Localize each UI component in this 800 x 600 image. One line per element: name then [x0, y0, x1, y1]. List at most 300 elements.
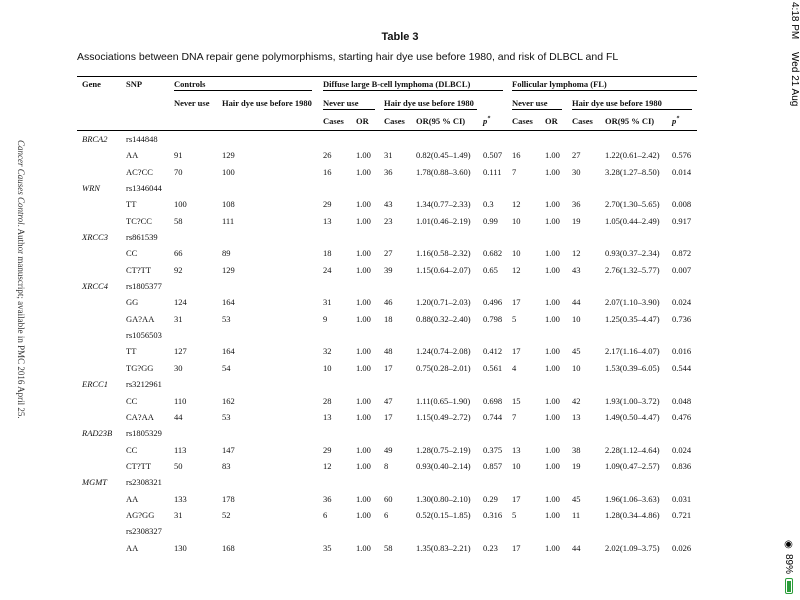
snp-cell: TG?GG	[126, 362, 154, 373]
dlbcl-p-cell: 0.23	[483, 542, 498, 553]
dlbcl-p-cell: 0.798	[483, 313, 503, 324]
dlbcl-or-ci-cell: 1.34(0.77–2.33)	[416, 199, 471, 210]
table-row	[77, 229, 697, 245]
fl-cases-dye-cell: 10	[572, 362, 581, 373]
dlbcl-cases-never-cell: 36	[323, 493, 332, 504]
fl-cases-never-cell: 7	[512, 166, 517, 177]
fl-p-cell: 0.008	[672, 199, 692, 210]
table-row	[77, 294, 697, 310]
controls-never-cell: 31	[174, 509, 183, 520]
dlbcl-cases-never-cell: 12	[323, 460, 332, 471]
fl-cases-never-cell: 10	[512, 248, 521, 259]
fl-cases-never-cell: 4	[512, 362, 517, 373]
snp-cell: TT	[126, 199, 137, 210]
fl-or-ci-cell: 1.49(0.50–4.47)	[605, 411, 660, 422]
controls-never-cell: 110	[174, 395, 187, 406]
p-footnote-mark: *	[676, 116, 680, 123]
fl-or-never-cell: 1.00	[545, 362, 560, 373]
snp-cell: rs3212961	[126, 379, 162, 390]
fl-cases-dye-cell: 13	[572, 411, 581, 422]
dlbcl-cases-never-cell: 6	[323, 509, 328, 520]
dlbcl-or-ci-cell: 1.11(0.65–1.90)	[416, 395, 471, 406]
dlbcl-cases-dye-cell: 23	[384, 215, 393, 226]
table-row	[77, 491, 697, 507]
controls-never-cell: 31	[174, 313, 183, 324]
battery-percent: 89%	[783, 553, 794, 574]
fl-cases-never-cell: 12	[512, 199, 521, 210]
controls-never-cell: 100	[174, 199, 187, 210]
fl-hair-dye-underline	[572, 109, 692, 110]
dlbcl-hair-dye-underline	[384, 109, 477, 110]
dlbcl-or-ci-cell: 0.75(0.28–2.01)	[416, 362, 471, 373]
header-controls-hair-dye: Hair dye use before 1980	[222, 98, 312, 108]
table-row	[77, 327, 697, 343]
fl-or-ci-cell: 2.02(1.09–3.75)	[605, 542, 660, 553]
fl-or-ci-cell: 1.28(0.34–4.86)	[605, 509, 660, 520]
dlbcl-or-never-cell: 1.00	[356, 444, 371, 455]
header-dlbcl: Diffuse large B-cell lymphoma (DLBCL)	[323, 79, 471, 89]
dlbcl-cases-never-cell: 35	[323, 542, 332, 553]
dlbcl-cases-dye-cell: 60	[384, 493, 393, 504]
table-top-rule	[77, 76, 697, 77]
snp-cell: rs1056503	[126, 330, 162, 341]
snp-cell: rs1805377	[126, 281, 162, 292]
fl-cases-never-cell: 12	[512, 264, 521, 275]
controls-dye-cell: 164	[222, 346, 235, 357]
header-dlbcl-or-ci: OR(95 % CI)	[416, 116, 466, 126]
dlbcl-or-ci-cell: 0.93(0.40–2.14)	[416, 460, 471, 471]
fl-or-never-cell: 1.00	[545, 542, 560, 553]
fl-cases-never-cell: 10	[512, 215, 521, 226]
fl-cases-never-cell: 17	[512, 297, 521, 308]
table-row	[77, 442, 697, 458]
controls-never-cell: 44	[174, 411, 183, 422]
fl-cases-never-cell: 5	[512, 509, 517, 520]
dlbcl-cases-dye-cell: 36	[384, 166, 393, 177]
pmc-side-note	[2, 140, 26, 440]
header-fl-p	[672, 116, 679, 126]
fl-p-cell: 0.024	[672, 297, 692, 308]
dlbcl-or-ci-cell: 1.35(0.83–2.21)	[416, 542, 471, 553]
fl-cases-dye-cell: 36	[572, 199, 581, 210]
fl-p-cell: 0.917	[672, 215, 692, 226]
fl-underline	[512, 90, 697, 91]
fl-or-never-cell: 1.00	[545, 509, 560, 520]
header-fl-or-never: OR	[545, 116, 558, 126]
journal-name: Cancer Causes Control	[16, 140, 26, 225]
p-label: p	[483, 116, 488, 126]
fl-cases-dye-cell: 43	[572, 264, 581, 275]
table-row	[77, 131, 697, 147]
status-indicators	[783, 539, 794, 594]
header-dlbcl-p	[483, 116, 490, 126]
table-row	[77, 523, 697, 539]
controls-never-cell: 50	[174, 460, 183, 471]
dlbcl-or-never-cell: 1.00	[356, 493, 371, 504]
gene-cell: MGMT	[82, 477, 108, 488]
table-row	[77, 425, 697, 441]
snp-cell: CC	[126, 248, 138, 259]
header-fl-never-use: Never use	[512, 98, 548, 108]
header-snp: SNP	[126, 79, 143, 89]
dlbcl-cases-never-cell: 24	[323, 264, 332, 275]
dlbcl-p-cell: 0.744	[483, 411, 503, 422]
header-dlbcl-hair-dye: Hair dye use before 1980	[384, 98, 474, 108]
snp-cell: rs1346044	[126, 183, 162, 194]
dlbcl-or-ci-cell: 0.52(0.15–1.85)	[416, 509, 471, 520]
dlbcl-p-cell: 0.29	[483, 493, 498, 504]
dlbcl-cases-dye-cell: 48	[384, 346, 393, 357]
snp-cell: CA?AA	[126, 411, 154, 422]
controls-never-cell: 70	[174, 166, 183, 177]
dlbcl-or-ci-cell: 1.16(0.58–2.32)	[416, 248, 471, 259]
fl-cases-never-cell: 5	[512, 313, 517, 324]
controls-dye-cell: 111	[222, 215, 235, 226]
snp-cell: CT?TT	[126, 460, 152, 471]
fl-cases-never-cell: 15	[512, 395, 521, 406]
dlbcl-cases-never-cell: 13	[323, 215, 332, 226]
snp-cell: TC?CC	[126, 215, 152, 226]
snp-cell: AC?CC	[126, 166, 153, 177]
table-row	[77, 393, 697, 409]
dlbcl-cases-never-cell: 28	[323, 395, 332, 406]
table-row	[77, 409, 697, 425]
dlbcl-cases-dye-cell: 49	[384, 444, 393, 455]
controls-never-cell: 113	[174, 444, 187, 455]
table-row	[77, 278, 697, 294]
fl-cases-never-cell: 17	[512, 542, 521, 553]
dlbcl-or-never-cell: 1.00	[356, 248, 371, 259]
dlbcl-or-ci-cell: 1.30(0.80–2.10)	[416, 493, 471, 504]
table-row	[77, 213, 697, 229]
fl-or-never-cell: 1.00	[545, 166, 560, 177]
fl-cases-dye-cell: 12	[572, 248, 581, 259]
snp-cell: rs1805329	[126, 428, 162, 439]
controls-never-cell: 133	[174, 493, 187, 504]
dlbcl-or-ci-cell: 1.24(0.74–2.08)	[416, 346, 471, 357]
fl-or-ci-cell: 1.09(0.47–2.57)	[605, 460, 660, 471]
dlbcl-p-cell: 0.412	[483, 346, 503, 357]
dlbcl-or-never-cell: 1.00	[356, 297, 371, 308]
controls-dye-cell: 147	[222, 444, 235, 455]
snp-cell: AG?GG	[126, 509, 155, 520]
dlbcl-cases-dye-cell: 46	[384, 297, 393, 308]
controls-never-cell: 127	[174, 346, 187, 357]
table-row	[77, 147, 697, 163]
dlbcl-p-cell: 0.99	[483, 215, 498, 226]
controls-never-cell: 58	[174, 215, 183, 226]
table-row	[77, 507, 697, 523]
dlbcl-or-never-cell: 1.00	[356, 215, 371, 226]
dlbcl-cases-never-cell: 9	[323, 313, 328, 324]
header-fl: Follicular lymphoma (FL)	[512, 79, 607, 89]
fl-or-never-cell: 1.00	[545, 313, 560, 324]
fl-or-ci-cell: 1.25(0.35–4.47)	[605, 313, 660, 324]
fl-or-ci-cell: 1.96(1.06–3.63)	[605, 493, 660, 504]
dlbcl-or-ci-cell: 1.20(0.71–2.03)	[416, 297, 471, 308]
table-title: Table 3	[381, 31, 419, 43]
wifi-icon: ◉	[783, 538, 794, 550]
table-caption: Associations between DNA repair gene polymorphisms, starting hair dye use before 1980, and risk of DLBCL and FL	[77, 51, 619, 63]
fl-cases-never-cell: 17	[512, 346, 521, 357]
fl-cases-never-cell: 13	[512, 444, 521, 455]
fl-p-cell: 0.476	[672, 411, 692, 422]
dlbcl-cases-dye-cell: 47	[384, 395, 393, 406]
header-fl-cases-dye: Cases	[572, 116, 593, 126]
dlbcl-cases-dye-cell: 17	[384, 362, 393, 373]
table-row	[77, 474, 697, 490]
table-row	[77, 164, 697, 180]
fl-p-cell: 0.014	[672, 166, 692, 177]
dlbcl-or-never-cell: 1.00	[356, 509, 371, 520]
gene-cell: XRCC3	[82, 232, 108, 243]
dlbcl-cases-never-cell: 18	[323, 248, 332, 259]
dlbcl-or-never-cell: 1.00	[356, 395, 371, 406]
fl-p-cell: 0.736	[672, 313, 692, 324]
dlbcl-or-ci-cell: 1.01(0.46–2.19)	[416, 215, 471, 226]
gene-cell: WRN	[82, 183, 100, 194]
fl-cases-dye-cell: 10	[572, 313, 581, 324]
manuscript-note: . Author manuscript; available in PMC 2016 April 25.	[16, 224, 26, 419]
snp-cell: rs2308321	[126, 477, 162, 488]
dlbcl-or-ci-cell: 0.88(0.32–2.40)	[416, 313, 471, 324]
snp-cell: AA	[126, 493, 139, 504]
fl-p-cell: 0.721	[672, 509, 692, 520]
fl-p-cell: 0.007	[672, 264, 692, 275]
controls-never-cell: 124	[174, 297, 187, 308]
dlbcl-cases-dye-cell: 27	[384, 248, 393, 259]
fl-or-never-cell: 1.00	[545, 460, 560, 471]
controls-dye-cell: 100	[222, 166, 235, 177]
controls-dye-cell: 54	[222, 362, 231, 373]
dlbcl-cases-never-cell: 13	[323, 411, 332, 422]
table-row	[77, 245, 697, 261]
controls-never-cell: 66	[174, 248, 183, 259]
dlbcl-p-cell: 0.496	[483, 297, 503, 308]
dlbcl-never-use-underline	[323, 109, 375, 110]
controls-dye-cell: 164	[222, 297, 235, 308]
table-body	[77, 131, 697, 556]
dlbcl-cases-never-cell: 26	[323, 150, 332, 161]
dlbcl-or-ci-cell: 0.82(0.45–1.49)	[416, 150, 471, 161]
snp-cell: GA?AA	[126, 313, 155, 324]
dlbcl-p-cell: 0.561	[483, 362, 503, 373]
snp-cell: CC	[126, 395, 138, 406]
controls-underline	[174, 90, 312, 91]
gene-cell: XRCC4	[82, 281, 108, 292]
snp-cell: rs861539	[126, 232, 158, 243]
dlbcl-cases-dye-cell: 8	[384, 460, 389, 471]
snp-cell: rs144848	[126, 134, 158, 144]
fl-cases-never-cell: 17	[512, 493, 521, 504]
controls-dye-cell: 129	[222, 264, 235, 275]
controls-dye-cell: 53	[222, 411, 231, 422]
fl-or-ci-cell: 1.05(0.44–2.49)	[605, 215, 660, 226]
fl-cases-dye-cell: 11	[572, 509, 581, 520]
fl-cases-dye-cell: 27	[572, 150, 581, 161]
table-row	[77, 262, 697, 278]
fl-or-ci-cell: 2.17(1.16–4.07)	[605, 346, 660, 357]
dlbcl-cases-dye-cell: 31	[384, 150, 393, 161]
dlbcl-or-never-cell: 1.00	[356, 411, 371, 422]
dlbcl-or-ci-cell: 1.15(0.49–2.72)	[416, 411, 471, 422]
dlbcl-p-cell: 0.698	[483, 395, 503, 406]
snp-cell: GG	[126, 297, 139, 308]
fl-cases-dye-cell: 19	[572, 460, 581, 471]
fl-cases-dye-cell: 38	[572, 444, 581, 455]
header-fl-or-ci: OR(95 % CI)	[605, 116, 655, 126]
controls-dye-cell: 168	[222, 542, 235, 553]
dlbcl-or-never-cell: 1.00	[356, 362, 371, 373]
fl-or-ci-cell: 1.93(1.00–3.72)	[605, 395, 660, 406]
header-dlbcl-cases-never: Cases	[323, 116, 344, 126]
status-time: 4:18 PM	[789, 2, 800, 40]
header-fl-cases-never: Cases	[512, 116, 533, 126]
fl-or-ci-cell: 1.22(0.61–2.42)	[605, 150, 660, 161]
dlbcl-cases-dye-cell: 18	[384, 313, 393, 324]
fl-or-ci-cell: 1.53(0.39–6.05)	[605, 362, 660, 373]
header-dlbcl-cases-dye: Cases	[384, 116, 405, 126]
dlbcl-cases-never-cell: 16	[323, 166, 332, 177]
dlbcl-cases-dye-cell: 43	[384, 199, 393, 210]
fl-p-cell: 0.016	[672, 346, 692, 357]
fl-cases-dye-cell: 44	[572, 297, 581, 308]
fl-or-never-cell: 1.00	[545, 444, 560, 455]
fl-or-never-cell: 1.00	[545, 346, 560, 357]
fl-p-cell: 0.048	[672, 395, 692, 406]
fl-cases-never-cell: 7	[512, 411, 517, 422]
fl-cases-never-cell: 10	[512, 460, 521, 471]
fl-never-use-underline	[512, 109, 562, 110]
dlbcl-cases-dye-cell: 39	[384, 264, 393, 275]
fl-cases-dye-cell: 42	[572, 395, 581, 406]
fl-p-cell: 0.031	[672, 493, 692, 504]
snp-cell: rs2308327	[126, 526, 162, 537]
header-gene: Gene	[82, 79, 101, 89]
snp-cell: TT	[126, 346, 137, 357]
dlbcl-or-never-cell: 1.00	[356, 199, 371, 210]
p-label: p	[672, 116, 677, 126]
dlbcl-p-cell: 0.857	[483, 460, 503, 471]
fl-or-never-cell: 1.00	[545, 248, 560, 259]
gene-cell: ERCC1	[82, 379, 108, 390]
fl-cases-dye-cell: 45	[572, 346, 581, 357]
fl-or-ci-cell: 3.28(1.27–8.50)	[605, 166, 660, 177]
fl-p-cell: 0.024	[672, 444, 692, 455]
fl-p-cell: 0.872	[672, 248, 692, 259]
controls-dye-cell: 108	[222, 199, 235, 210]
dlbcl-or-never-cell: 1.00	[356, 150, 371, 161]
table-row	[77, 376, 697, 392]
controls-dye-cell: 162	[222, 395, 235, 406]
table-row	[77, 540, 697, 556]
table-row	[77, 343, 697, 359]
dlbcl-cases-never-cell: 10	[323, 362, 332, 373]
fl-or-ci-cell: 0.93(0.37–2.34)	[605, 248, 660, 259]
fl-or-never-cell: 1.00	[545, 297, 560, 308]
controls-dye-cell: 129	[222, 150, 235, 161]
dlbcl-cases-dye-cell: 58	[384, 542, 393, 553]
controls-never-cell: 130	[174, 542, 187, 553]
fl-or-never-cell: 1.00	[545, 150, 560, 161]
dlbcl-or-ci-cell: 1.15(0.64–2.07)	[416, 264, 471, 275]
dlbcl-cases-never-cell: 29	[323, 444, 332, 455]
dlbcl-or-never-cell: 1.00	[356, 346, 371, 357]
fl-cases-dye-cell: 44	[572, 542, 581, 553]
snp-cell: CC	[126, 444, 138, 455]
header-dlbcl-never-use: Never use	[323, 98, 359, 108]
dlbcl-cases-never-cell: 29	[323, 199, 332, 210]
dlbcl-p-cell: 0.65	[483, 264, 498, 275]
dlbcl-or-never-cell: 1.00	[356, 166, 371, 177]
fl-p-cell: 0.544	[672, 362, 692, 373]
controls-dye-cell: 52	[222, 509, 231, 520]
fl-or-ci-cell: 2.07(1.10–3.90)	[605, 297, 660, 308]
battery-charging-icon	[785, 578, 793, 594]
header-dlbcl-or-never: OR	[356, 116, 369, 126]
dlbcl-cases-never-cell: 32	[323, 346, 332, 357]
snp-cell: AA	[126, 542, 139, 553]
gene-cell: RAD23B	[82, 428, 113, 439]
table-row	[77, 458, 697, 474]
dlbcl-p-cell: 0.316	[483, 509, 503, 520]
dlbcl-cases-dye-cell: 17	[384, 411, 393, 422]
status-bar	[774, 0, 800, 600]
controls-dye-cell: 178	[222, 493, 235, 504]
cropped-previous-text	[0, 0, 770, 6]
gene-cell: BRCA2	[82, 134, 108, 144]
header-controls: Controls	[174, 79, 206, 89]
snp-cell: AA	[126, 150, 139, 161]
fl-or-never-cell: 1.00	[545, 215, 560, 226]
dlbcl-p-cell: 0.507	[483, 150, 503, 161]
fl-or-never-cell: 1.00	[545, 395, 560, 406]
status-date: Wed 21 Aug	[789, 52, 800, 107]
dlbcl-or-ci-cell: 1.78(0.88–3.60)	[416, 166, 471, 177]
dlbcl-p-cell: 0.375	[483, 444, 503, 455]
fl-or-never-cell: 1.00	[545, 199, 560, 210]
dlbcl-or-never-cell: 1.00	[356, 313, 371, 324]
controls-never-cell: 91	[174, 150, 183, 161]
controls-never-cell: 30	[174, 362, 183, 373]
controls-dye-cell: 89	[222, 248, 231, 259]
fl-or-ci-cell: 2.76(1.32–5.77)	[605, 264, 660, 275]
dlbcl-cases-never-cell: 31	[323, 297, 332, 308]
controls-dye-cell: 83	[222, 460, 231, 471]
fl-p-cell: 0.576	[672, 150, 692, 161]
fl-cases-dye-cell: 19	[572, 215, 581, 226]
fl-p-cell: 0.836	[672, 460, 692, 471]
table-row	[77, 360, 697, 376]
controls-never-cell: 92	[174, 264, 183, 275]
fl-or-ci-cell: 2.70(1.30–5.65)	[605, 199, 660, 210]
fl-cases-dye-cell: 45	[572, 493, 581, 504]
table-row	[77, 180, 697, 196]
dlbcl-or-never-cell: 1.00	[356, 460, 371, 471]
dlbcl-p-cell: 0.682	[483, 248, 503, 259]
dlbcl-underline	[323, 90, 503, 91]
fl-or-never-cell: 1.00	[545, 493, 560, 504]
fl-or-never-cell: 1.00	[545, 264, 560, 275]
p-footnote-mark: *	[487, 116, 491, 123]
fl-cases-dye-cell: 30	[572, 166, 581, 177]
fl-or-ci-cell: 2.28(1.12–4.64)	[605, 444, 660, 455]
table-row	[77, 196, 697, 212]
fl-or-never-cell: 1.00	[545, 411, 560, 422]
table-row	[77, 311, 697, 327]
dlbcl-or-never-cell: 1.00	[356, 264, 371, 275]
dlbcl-cases-dye-cell: 6	[384, 509, 389, 520]
